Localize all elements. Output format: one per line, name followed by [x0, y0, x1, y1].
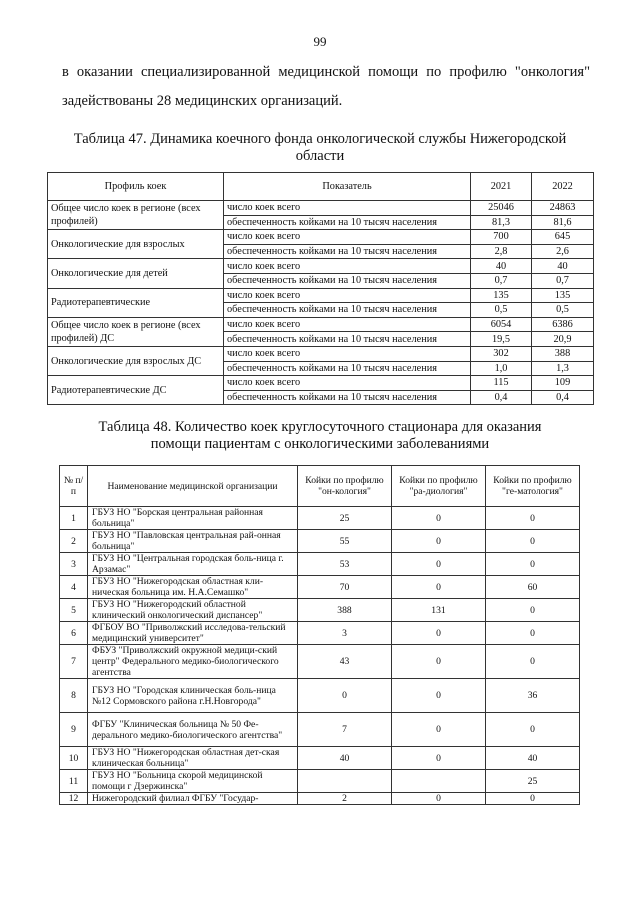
value-2021-cell: 0,7 [471, 273, 532, 288]
hematology-beds-cell: 0 [486, 645, 580, 679]
bed-fund-table-body [48, 201, 594, 405]
table-row [48, 376, 594, 391]
profile-cell: Онкологические для детей [48, 259, 224, 288]
indicator-cell: число коек всего [224, 317, 471, 332]
row-number-cell: 5 [60, 599, 88, 622]
hematology-beds-cell: 0 [486, 530, 580, 553]
table-row [48, 288, 594, 303]
hematology-beds-cell: 40 [486, 747, 580, 770]
row-number-cell: 10 [60, 747, 88, 770]
radiology-beds-cell: 131 [392, 599, 486, 622]
bed-fund-table [47, 172, 594, 405]
organization-cell: ГБУЗ НО "Нижегородская областная кли-ническая больница им. Н.А.Семашко" [88, 576, 298, 599]
table-row [60, 793, 580, 805]
table-row [48, 230, 594, 245]
profile-cell: Радиотерапевтические [48, 288, 224, 317]
value-2022-cell: 388 [532, 346, 594, 361]
value-2022-cell: 0,4 [532, 390, 594, 405]
column-header-profile: Профиль коек [48, 173, 224, 201]
value-2022-cell: 81,6 [532, 215, 594, 230]
table48-caption-line-2: помощи пациентам с онкологическими заболеваниями [150, 436, 490, 452]
value-2022-cell: 1,3 [532, 361, 594, 376]
row-number-cell: 6 [60, 622, 88, 645]
indicator-cell: обеспеченность койками на 10 тысяч населения [224, 332, 471, 347]
value-2022-cell: 109 [532, 376, 594, 391]
hematology-beds-cell: 0 [486, 793, 580, 805]
value-2021-cell: 135 [471, 288, 532, 303]
column-header-hematology-beds: Койки по профилю "ге-матология" [486, 466, 580, 507]
table-row [60, 679, 580, 713]
organization-cell: ГБУЗ НО "Нижегородский областной клинический онкологический диспансер" [88, 599, 298, 622]
hematology-beds-cell: 0 [486, 713, 580, 747]
row-number-cell: 4 [60, 576, 88, 599]
organization-cell: ГБУЗ НО "Центральная городская боль-ница г. Арзамас" [88, 553, 298, 576]
table-row [60, 530, 580, 553]
table-row [48, 259, 594, 274]
hematology-beds-cell: 36 [486, 679, 580, 713]
value-2021-cell: 1,0 [471, 361, 532, 376]
table-row [60, 507, 580, 530]
value-2021-cell: 115 [471, 376, 532, 391]
oncology-beds-cell: 55 [298, 530, 392, 553]
radiology-beds-cell: 0 [392, 576, 486, 599]
value-2022-cell: 20,9 [532, 332, 594, 347]
value-2022-cell: 40 [532, 259, 594, 274]
table48-caption-line-1: Таблица 48. Количество коек круглосуточного стационара для оказания [98, 419, 542, 435]
round-the-clock-beds-table-body [60, 507, 580, 805]
organization-cell: ГБУЗ НО "Павловская центральная рай-онная больница" [88, 530, 298, 553]
column-header-2021: 2021 [471, 173, 532, 201]
value-2022-cell: 2,6 [532, 244, 594, 259]
oncology-beds-cell: 53 [298, 553, 392, 576]
oncology-beds-cell: 388 [298, 599, 392, 622]
hematology-beds-cell: 0 [486, 622, 580, 645]
table-row [60, 576, 580, 599]
oncology-beds-cell: 2 [298, 793, 392, 805]
radiology-beds-cell: 0 [392, 507, 486, 530]
profile-cell: Онкологические для взрослых ДС [48, 346, 224, 375]
indicator-cell: число коек всего [224, 346, 471, 361]
value-2021-cell: 0,4 [471, 390, 532, 405]
hematology-beds-cell: 25 [486, 770, 580, 793]
indicator-cell: число коек всего [224, 230, 471, 245]
radiology-beds-cell [392, 770, 486, 793]
table-row [60, 622, 580, 645]
oncology-beds-cell: 40 [298, 747, 392, 770]
value-2022-cell: 0,7 [532, 273, 594, 288]
hematology-beds-cell: 0 [486, 507, 580, 530]
round-the-clock-beds-table [59, 465, 580, 805]
intro-line-2: задействованы 28 медицинских организаций. [62, 93, 343, 109]
organization-cell: ФГБОУ ВО "Приволжский исследова-тельский медицинский университет" [88, 622, 298, 645]
table48-caption [40, 419, 600, 453]
value-2021-cell: 40 [471, 259, 532, 274]
oncology-beds-cell: 70 [298, 576, 392, 599]
table-row [60, 553, 580, 576]
row-number-cell: 1 [60, 507, 88, 530]
value-2021-cell: 302 [471, 346, 532, 361]
column-header-number: № п/п [60, 466, 88, 507]
profile-cell: Онкологические для взрослых [48, 230, 224, 259]
indicator-cell: обеспеченность койками на 10 тысяч населения [224, 303, 471, 318]
radiology-beds-cell: 0 [392, 622, 486, 645]
profile-cell: Радиотерапевтические ДС [48, 376, 224, 405]
row-number-cell: 3 [60, 553, 88, 576]
value-2022-cell: 645 [532, 230, 594, 245]
table47-caption [40, 131, 600, 165]
hematology-beds-cell: 0 [486, 553, 580, 576]
column-header-2022: 2022 [532, 173, 594, 201]
radiology-beds-cell: 0 [392, 553, 486, 576]
profile-cell: Общее число коек в регионе (всех профилей) ДС [48, 317, 224, 346]
profile-cell: Общее число коек в регионе (всех профилей) [48, 201, 224, 230]
indicator-cell: обеспеченность койками на 10 тысяч населения [224, 390, 471, 405]
value-2022-cell: 135 [532, 288, 594, 303]
organization-cell: ГБУЗ НО "Борская центральная районная больница" [88, 507, 298, 530]
value-2021-cell: 6054 [471, 317, 532, 332]
value-2021-cell: 700 [471, 230, 532, 245]
radiology-beds-cell: 0 [392, 645, 486, 679]
oncology-beds-cell: 3 [298, 622, 392, 645]
intro-line-1: в оказании специализированной медицинской помощи по профилю "онкология" [62, 64, 590, 80]
value-2021-cell: 81,3 [471, 215, 532, 230]
table-row [60, 645, 580, 679]
row-number-cell: 8 [60, 679, 88, 713]
table-row [60, 770, 580, 793]
value-2021-cell: 0,5 [471, 303, 532, 318]
organization-cell: ГБУЗ НО "Больница скорой медицинской помощи г Дзержинска" [88, 770, 298, 793]
table-row [48, 201, 594, 216]
organization-cell: ФГБУ "Клиническая больница № 50 Фе-дерального медико-биологического агентства" [88, 713, 298, 747]
table-row [60, 747, 580, 770]
organization-cell: Нижегородский филиал ФГБУ "Государ- [88, 793, 298, 805]
column-header-organization: Наименование медицинской организации [88, 466, 298, 507]
indicator-cell: число коек всего [224, 288, 471, 303]
indicator-cell: число коек всего [224, 259, 471, 274]
table-row [48, 346, 594, 361]
radiology-beds-cell: 0 [392, 679, 486, 713]
radiology-beds-cell: 0 [392, 530, 486, 553]
value-2021-cell: 25046 [471, 201, 532, 216]
organization-cell: ГБУЗ НО "Городская клиническая боль-ница №12 Сормовского района г.Н.Новгорода" [88, 679, 298, 713]
value-2022-cell: 24863 [532, 201, 594, 216]
table47-caption-line-2: области [295, 148, 345, 164]
row-number-cell: 12 [60, 793, 88, 805]
table-row [60, 713, 580, 747]
hematology-beds-cell: 60 [486, 576, 580, 599]
radiology-beds-cell: 0 [392, 713, 486, 747]
row-number-cell: 7 [60, 645, 88, 679]
oncology-beds-cell: 7 [298, 713, 392, 747]
indicator-cell: число коек всего [224, 201, 471, 216]
indicator-cell: обеспеченность койками на 10 тысяч населения [224, 361, 471, 376]
indicator-cell: обеспеченность койками на 10 тысяч населения [224, 215, 471, 230]
table-row [60, 599, 580, 622]
column-header-oncology-beds: Койки по профилю "он-кология" [298, 466, 392, 507]
oncology-beds-cell: 25 [298, 507, 392, 530]
intro-paragraph [62, 58, 590, 116]
oncology-beds-cell [298, 770, 392, 793]
value-2022-cell: 6386 [532, 317, 594, 332]
column-header-indicator: Показатель [224, 173, 471, 201]
row-number-cell: 9 [60, 713, 88, 747]
indicator-cell: обеспеченность койками на 10 тысяч населения [224, 244, 471, 259]
oncology-beds-cell: 0 [298, 679, 392, 713]
radiology-beds-cell: 0 [392, 793, 486, 805]
page-number: 99 [313, 34, 327, 49]
column-header-radiology-beds: Койки по профилю "ра-диология" [392, 466, 486, 507]
value-2021-cell: 2,8 [471, 244, 532, 259]
value-2022-cell: 0,5 [532, 303, 594, 318]
organization-cell: ФБУЗ "Приволжский окружной медици-ский центр" Федерального медико-биологического агентства [88, 645, 298, 679]
value-2021-cell: 19,5 [471, 332, 532, 347]
indicator-cell: обеспеченность койками на 10 тысяч населения [224, 273, 471, 288]
indicator-cell: число коек всего [224, 376, 471, 391]
row-number-cell: 11 [60, 770, 88, 793]
table-row [48, 317, 594, 332]
oncology-beds-cell: 43 [298, 645, 392, 679]
table47-caption-line-1: Таблица 47. Динамика коечного фонда онкологической службы Нижегородской [73, 131, 567, 147]
hematology-beds-cell: 0 [486, 599, 580, 622]
row-number-cell: 2 [60, 530, 88, 553]
organization-cell: ГБУЗ НО "Нижегородская областная дет-ская клиническая больница" [88, 747, 298, 770]
radiology-beds-cell: 0 [392, 747, 486, 770]
